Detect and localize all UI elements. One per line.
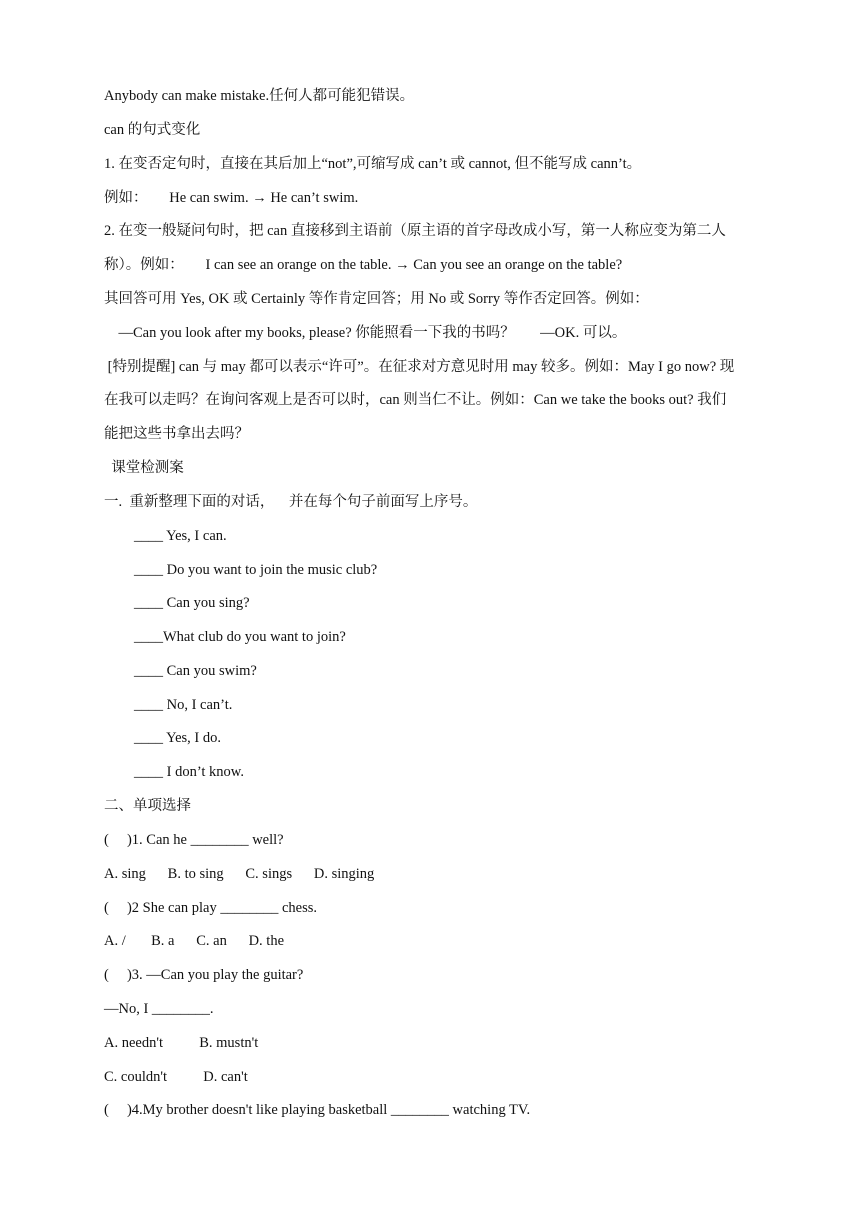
text-line-3: 1. 在变否定句时，直接在其后加上“not”,可缩写成 can’t 或 cannot, 但不能写成 cann’t。	[104, 156, 642, 172]
dialogue-item: ____ I don’t know.	[134, 764, 244, 780]
question-1: ( )1. Can he ________ well?	[104, 832, 284, 848]
text-line-7: 其回答可用 Yes, OK 或 Certainly 等作肯定回答；用 No 或 Sorry 等作否定回答。例如：	[104, 291, 649, 307]
text-line-5: 2. 在变一般疑问句时，把 can 直接移到主语前（原主语的首字母改成小写，第一人称应变为第二人	[104, 223, 726, 239]
section-heading-can: can 的句式变化	[104, 122, 201, 138]
dialogue-item: ____ Yes, I can.	[134, 528, 227, 544]
dialogue-item: ____What club do you want to join?	[134, 629, 346, 645]
dialogue-item: ____ Can you sing?	[134, 595, 250, 611]
question-2-options: A. / B. a C. an D. the	[104, 933, 285, 949]
question-3-answer: —No, I ________.	[104, 1001, 214, 1017]
text-line-9: [特别提醒] can 与 may 都可以表示“许可”。在征求对方意见时用 may 较多。例如：May I go now? 现	[104, 359, 735, 375]
text-line-10: 在我可以走吗？在询问客观上是否可以时，can 则当仁不让。例如：Can we take the books out? 我们	[104, 392, 727, 408]
text-line-1: Anybody can make mistake.任何人都可能犯错误。	[104, 88, 415, 104]
dialogue-item: ____ No, I can’t.	[134, 697, 233, 713]
question-1-options: A. sing B. to sing C. sings D. singing	[104, 866, 375, 882]
text-line-6: 称）。例如： I can see an orange on the table. → Can you see an orange on the table?	[104, 257, 623, 273]
question-3-options-ab: A. needn't B. mustn't	[104, 1035, 259, 1051]
question-3-options-cd: C. couldn't D. can't	[104, 1069, 248, 1085]
text-line-11: 能把这些书拿出去吗？	[104, 426, 249, 442]
text-line-4: 例如： He can swim. → He can’t swim.	[104, 190, 359, 206]
section-heading-check: 课堂检测案	[104, 460, 184, 476]
question-3: ( )3. —Can you play the guitar?	[104, 967, 304, 983]
question-2: ( )2 She can play ________ chess.	[104, 900, 318, 916]
dialogue-item: ____ Can you swim?	[134, 663, 257, 679]
dialogue-item: ____ Yes, I do.	[134, 730, 222, 746]
exercise-2-heading: 二、单项选择	[104, 798, 191, 814]
question-4: ( )4.My brother doesn't like playing basketball ________ watching TV.	[104, 1102, 531, 1118]
exercise-1-heading: 一. 重新整理下面的对话， 并在每个句子前面写上序号。	[104, 494, 478, 510]
dialogue-item: ____ Do you want to join the music club?	[134, 562, 378, 578]
text-line-8: —Can you look after my books, please? 你能照看一下我的书吗？ —OK. 可以。	[104, 325, 627, 341]
